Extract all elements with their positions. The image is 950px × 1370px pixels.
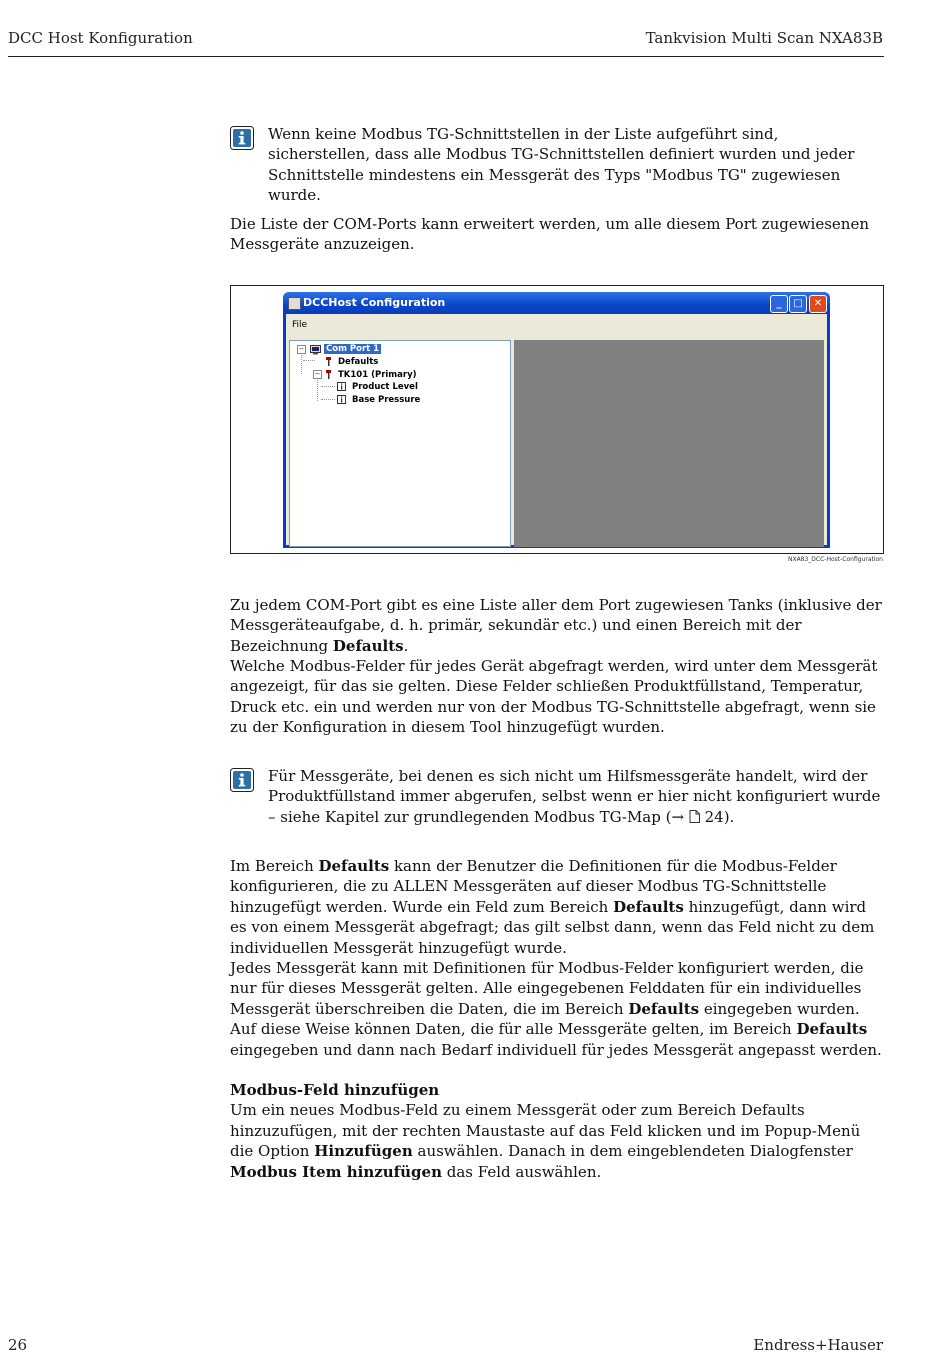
tree-line bbox=[321, 386, 335, 387]
detail-panel bbox=[514, 340, 824, 547]
section-heading: Modbus-Feld hinzufügen bbox=[230, 1081, 440, 1099]
tree-node-defaults[interactable]: Defaults bbox=[338, 357, 379, 367]
header-right: Tankvision Multi Scan NXA83B bbox=[645, 29, 883, 47]
computer-icon bbox=[310, 345, 321, 355]
dcchost-window bbox=[283, 292, 830, 548]
figure-dcchost-screenshot bbox=[230, 285, 884, 554]
tree-node-product-level[interactable]: Product Level bbox=[352, 382, 418, 392]
minimize-icon: _ bbox=[776, 298, 782, 309]
tank-icon bbox=[324, 357, 333, 366]
window-client bbox=[286, 314, 827, 545]
menubar bbox=[286, 314, 827, 336]
paragraph-individual-config: Jedes Messgerät kann mit Definitionen für Modbus-Felder konfiguriert werden, die nur für dieses Messgerät gelten. Alle eingegebenen Felddaten für ein individuelles Messgerät überschreiben die Daten, die im Bereich Defaults eingegeben wurden. Auf diese Weise können Daten, die für alle Messgeräte gelten, im Bereich Defaults eingegeben und dann nach Bedarf individuell für jedes Messgerät angepasst werden. bbox=[230, 959, 882, 1059]
note-2-text: Für Messgeräte, bei denen es sich nicht um Hilfsmessgeräte handelt, wird der Produktfüllstand immer abgerufen, selbst wenn er hier nicht konfiguriert wurde – siehe Kapitel zur grundlegenden Modbus TG-Map (→ 24). bbox=[268, 767, 881, 826]
tree-node-base-pressure[interactable]: Base Pressure bbox=[352, 395, 421, 405]
minimize-button[interactable] bbox=[770, 295, 788, 313]
figure-caption: NXA83_DCC-Host-Configuration bbox=[787, 556, 883, 563]
page-number: 26 bbox=[8, 1336, 28, 1354]
tree-view[interactable] bbox=[289, 340, 511, 547]
tree-line bbox=[303, 360, 315, 361]
menu-file[interactable]: File bbox=[292, 320, 308, 330]
paragraph-com-ports: Die Liste der COM-Ports kann erweitert werden, um alle diesem Port zugewiesenen Messgeräte anzuzeigen. bbox=[230, 215, 870, 254]
paragraph-com-port-list: Zu jedem COM-Port gibt es eine Liste aller dem Port zugewiesen Tanks (inklusive der Messgeräteaufgabe, d. h. primär, sekundär etc.) und einen Bereich mit der Bezeichnung Defaults. bbox=[230, 596, 882, 655]
field-info-icon bbox=[337, 395, 346, 404]
close-icon: ✕ bbox=[813, 298, 823, 309]
close-button[interactable] bbox=[809, 295, 827, 313]
page-reference-icon bbox=[689, 810, 700, 823]
tree-line bbox=[301, 352, 302, 374]
collapse-icon[interactable]: − bbox=[298, 345, 305, 353]
app-icon bbox=[288, 297, 301, 310]
info-note-1 bbox=[230, 124, 884, 206]
info-icon bbox=[230, 768, 254, 792]
section-add-modbus-field: Modbus-Feld hinzufügen Um ein neues Modbus-Feld zu einem Messgerät oder zum Bereich Defaults hinzuzufügen, mit der rechten Maustaste auf das Feld klicken und im Popup-Menü die Option Hinzufügen auswählen. Danach in dem eingeblendeten Dialogfenster Modbus Item hinzufügen das Feld auswählen. bbox=[230, 1081, 861, 1181]
footer-brand: Endress+Hauser bbox=[753, 1336, 883, 1354]
paragraph-modbus-fields: Welche Modbus-Felder für jedes Gerät abgefragt werden, wird unter dem Messgerät angezeigt, für das sie gelten. Diese Felder schließen Produktfüllstand, Temperatur, Druck etc. ein und werden nur von der Modbus TG-Schnittstelle abgefragt, wenn sie zu der Konfiguration in diesem Tool hinzugefügt wurden. bbox=[230, 657, 878, 737]
paragraph-defaults: Im Bereich Defaults kann der Benutzer die Definitionen für die Modbus-Felder konfigurieren, die zu ALLEN Messgeräten auf dieser Modbus TG-Schnittstelle hinzugefügt werden. Wurde ein Feld zum Bereich Defaults hinzugefügt, dann wird es von einem Messgerät abgefragt; das gilt selbst dann, wenn das Feld nicht zu dem individuellen Messgerät hinzugefügt wurde. bbox=[230, 857, 875, 957]
collapse-icon[interactable]: − bbox=[314, 370, 321, 378]
tree-line bbox=[321, 399, 335, 400]
info-note-2 bbox=[230, 766, 884, 827]
header-rule bbox=[8, 56, 884, 57]
tree-line bbox=[317, 378, 318, 401]
note-1-text: Wenn keine Modbus TG-Schnittstellen in der Liste aufgeführt sind, sicherstellen, dass alle Modbus TG-Schnittstellen definiert wurden und jeder Schnittstelle mindestens ein Messgerät des Typs "Modbus TG" zugewiesen wurde. bbox=[268, 125, 855, 205]
tree-node-com-port[interactable]: Com Port 1 bbox=[326, 344, 380, 354]
field-info-icon bbox=[337, 382, 346, 391]
page-reference[interactable]: 24 bbox=[704, 807, 724, 826]
info-icon bbox=[230, 126, 254, 150]
header-left: DCC Host Konfiguration bbox=[8, 29, 193, 47]
window-titlebar[interactable] bbox=[283, 292, 830, 314]
tree-node-tank[interactable]: TK101 (Primary) bbox=[338, 370, 417, 380]
maximize-button[interactable] bbox=[789, 295, 807, 313]
maximize-icon: □ bbox=[793, 298, 803, 309]
tank-icon bbox=[324, 370, 333, 379]
window-title: DCCHost Configuration bbox=[303, 296, 446, 309]
